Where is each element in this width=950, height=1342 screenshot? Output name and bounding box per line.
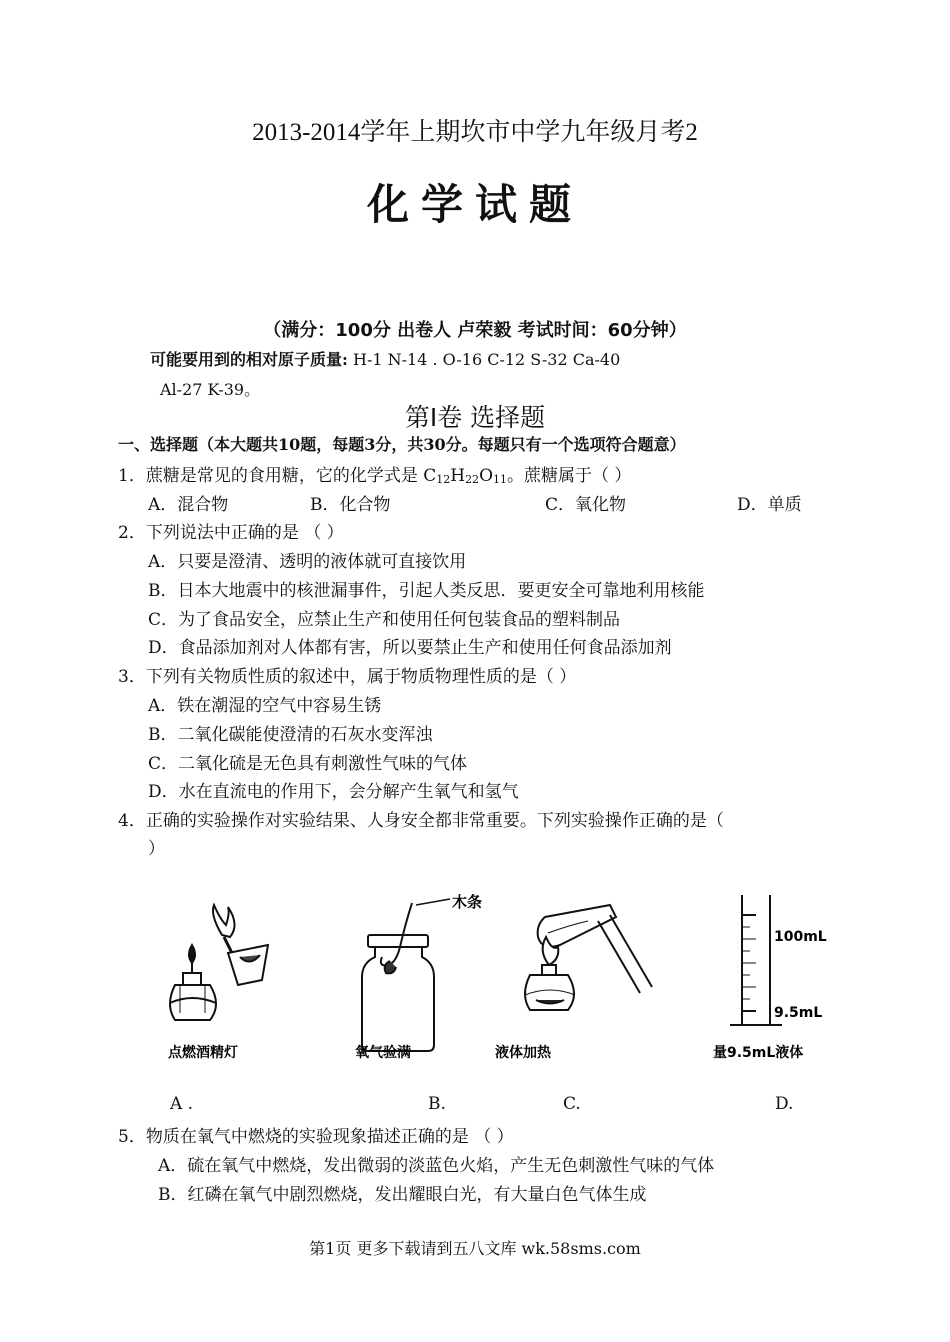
q5-option-a: A．硫在氧气中燃烧，发出微弱的淡蓝色火焰，产生无色刺激性气味的气体	[158, 1156, 715, 1176]
q1-sub1: 12	[436, 473, 451, 486]
atomic-masses-line2: Al-27 K-39。	[160, 380, 261, 399]
q1-sub2: 22	[465, 473, 480, 486]
question-4-stem-end: ）	[148, 839, 165, 859]
q1-option-b: B．化合物	[310, 495, 391, 515]
q3-option-a: A．铁在潮湿的空气中容易生锈	[148, 696, 382, 716]
lab-operations-figure	[150, 885, 850, 1070]
section-title: 第Ⅰ卷 选择题	[404, 403, 546, 432]
figure-c-test-tube-heating	[525, 905, 652, 1010]
question-5-stem: 5．物质在氧气中燃烧的实验现象描述正确的是 （ ）	[118, 1127, 514, 1147]
question-4-stem: 4．正确的实验操作对实验结果、人身安全都非常重要。下列实验操作正确的是（	[118, 811, 724, 831]
subject-title: 化学试题	[366, 180, 583, 229]
label-100ml: 100mL	[774, 929, 827, 945]
page-footer: 第1页 更多下载请到五八文库 wk.58sms.com	[309, 1239, 641, 1258]
q1-stem-b: 。蔗糖属于（ ）	[507, 466, 632, 486]
caption-a: 点燃酒精灯	[168, 1045, 238, 1061]
q1-mid2: O	[479, 466, 493, 486]
q4-option-d: D.	[775, 1094, 794, 1114]
label-9-5ml: 9.5mL	[774, 1005, 823, 1021]
q1-sub3: 11	[493, 473, 507, 486]
atomic-masses	[150, 347, 620, 370]
q2-option-c: C．为了食品安全，应禁止生产和使用任何包装食品的塑料制品	[148, 610, 621, 630]
atomic-masses-values: H-1 N-14 . O-16 C-12 S-32 Ca-40	[347, 350, 621, 369]
question-1-stem	[118, 461, 631, 486]
q1-mid1: H	[450, 466, 466, 486]
q1-option-c: C．氧化物	[545, 495, 627, 515]
exam-info: （满分：100分 出卷人 卢荣毅 考试时间：60分钟）	[263, 320, 687, 341]
q1-option-a: A．混合物	[148, 495, 229, 515]
q3-option-c: C．二氧化硫是无色具有刺激性气味的气体	[148, 754, 468, 774]
q1-stem-a: 1．蔗糖是常见的食用糖，它的化学式是 C	[118, 466, 437, 486]
q5-option-b: B．红磷在氧气中剧烈燃烧，发出耀眼白光，有大量白色气体生成	[158, 1185, 647, 1205]
caption-b: 氧气验满	[355, 1045, 411, 1061]
atomic-masses-label: 可能要用到的相对原子质量:	[150, 350, 348, 369]
caption-d: 量9.5mL液体	[713, 1045, 804, 1061]
part-heading: 一、选择题（本大题共10题，每题3分，共30分。每题只有一个选项符合题意）	[118, 435, 686, 454]
figure-b-gas-bottle	[362, 899, 450, 1051]
q3-option-b: B．二氧化碳能使澄清的石灰水变浑浊	[148, 725, 433, 745]
label-wooden-stick: 木条	[452, 893, 483, 911]
q4-option-b: B.	[428, 1094, 446, 1114]
q2-option-a: A．只要是澄清、透明的液体就可直接饮用	[148, 552, 467, 572]
q4-option-c: C.	[563, 1094, 581, 1114]
q2-option-b: B．日本大地震中的核泄漏事件，引起人类反思．要更安全可靠地利用核能	[148, 581, 705, 601]
figure-a-alcohol-lamps	[170, 905, 268, 1020]
caption-c: 液体加热	[495, 1045, 551, 1061]
q3-option-d: D．水在直流电的作用下，会分解产生氧气和氢气	[148, 782, 519, 802]
q4-option-a: A .	[170, 1094, 194, 1114]
exam-header-line: 2013-2014学年上期坎市中学九年级月考2	[252, 119, 698, 146]
q1-option-d: D．单质	[737, 495, 802, 515]
question-2-stem: 2．下列说法中正确的是 （ ）	[118, 523, 344, 543]
q2-option-d: D．食品添加剂对人体都有害，所以要禁止生产和使用任何食品添加剂	[148, 638, 672, 658]
question-3-stem: 3．下列有关物质性质的叙述中，属于物质物理性质的是（ ）	[118, 667, 577, 687]
